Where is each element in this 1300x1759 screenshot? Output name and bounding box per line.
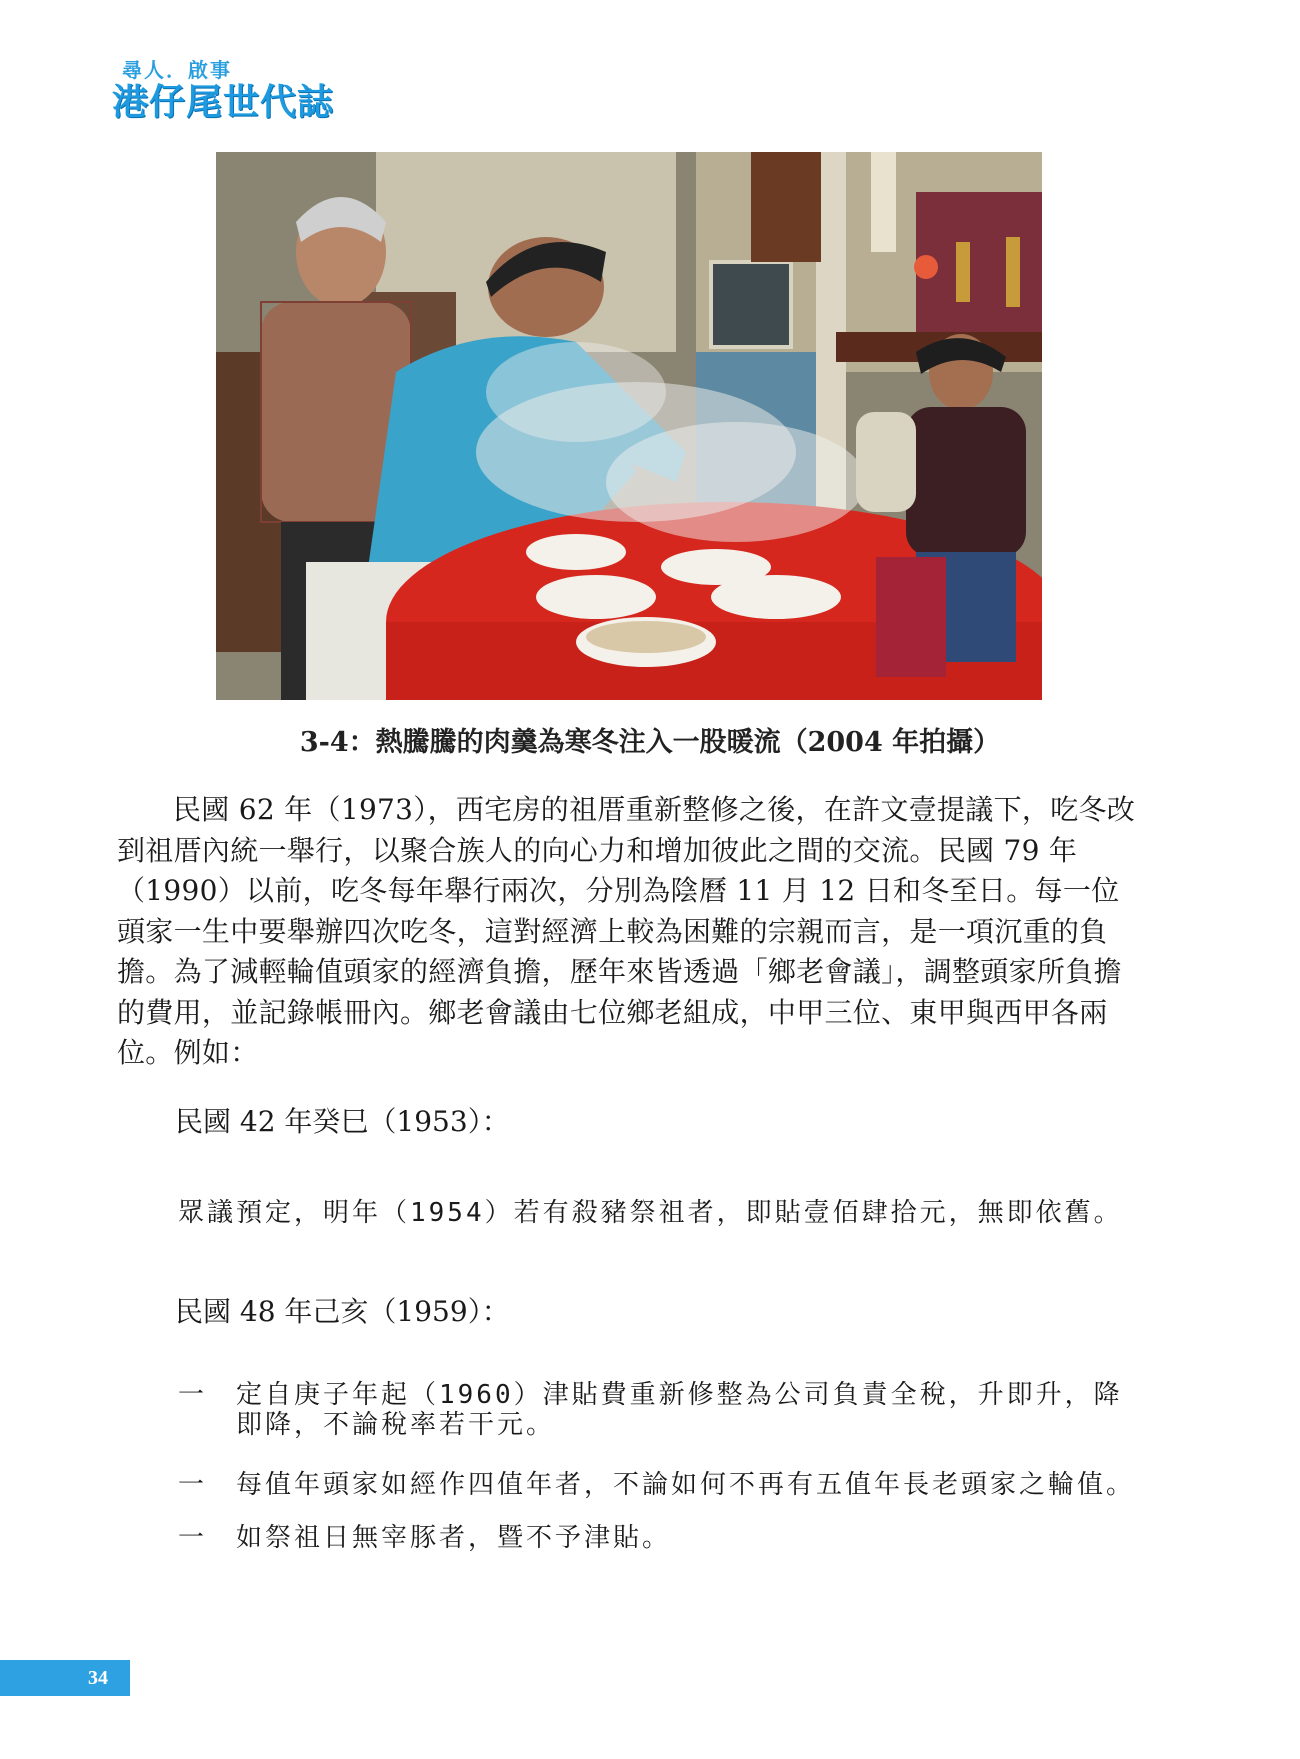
record-item-1 [178,1380,1148,1440]
body-paragraph: 民國 62 年（1973），西宅房的祖厝重新整修之後，在許文壹提議下，吃冬改到祖厝內統一舉行，以聚合族人的向心力和增加彼此之間的交流。民國 79 年（1990）以前，吃冬每年舉行兩次，分別為陰曆 11 月 12 日和冬至日。每一位頭家一生中要舉辦四次吃冬，這對經濟上較為困難的宗親而言，是一項沉重的負擔。為了減輕輪值頭家的經濟負擔，歷年來皆透過「鄉老會議」，調整頭家所負擔的費用，並記錄帳冊內。鄉老會議由七位鄉老組成，中甲三位、東甲與西甲各兩位。例如： [117,793,1136,1069]
logo-subtitle: 尋人．啟事 [122,58,232,82]
list-item-text: 定自庚子年起（1960）津貼費重新修整為公司負責全稅，升即升，降即降，不論稅率若干元。 [236,1380,1123,1440]
record-heading-1959: 民國 48 年己亥（1959）： [175,1295,510,1328]
photo-cooking-soup [216,152,1042,700]
list-bullet: 一 [178,1380,208,1410]
list-item-text: 每值年頭家如經作四值年者，不論如何不再有五值年長老頭家之輪值。 [236,1470,1136,1500]
body-paragraph-container [117,790,1147,1074]
record-text-1953: 眾議預定，明年（1954）若有殺豬祭祖者，即貼壹佰肆拾元，無即依舊。 [178,1198,1123,1228]
photo-caption: 3-4：熱騰騰的肉羹為寒冬注入一股暖流（2004 年拍攝） [299,727,1001,758]
photo-illustration [216,152,1042,700]
list-item-text: 如祭祖日無宰豚者，暨不予津貼。 [236,1523,672,1553]
list-bullet: 一 [178,1470,208,1500]
record-heading-1953: 民國 42 年癸巳（1953）： [175,1105,510,1138]
logo-title: 港仔尾世代誌 [112,82,335,123]
page-number: 34 [0,1660,130,1696]
record-item-3 [178,1523,1148,1553]
list-bullet: 一 [178,1523,208,1553]
record-item-2 [178,1470,1148,1500]
header-logo [112,54,372,123]
